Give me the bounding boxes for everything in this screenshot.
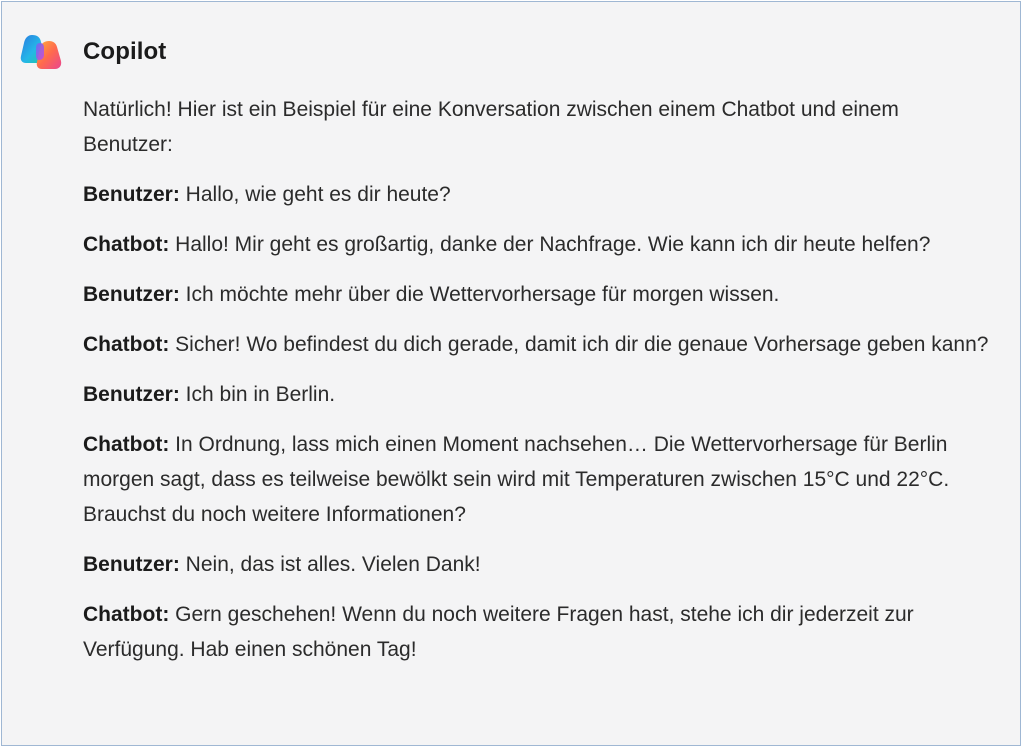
turn-text: Hallo, wie geht es dir heute? — [179, 183, 451, 206]
turn-text: Ich bin in Berlin. — [179, 383, 336, 406]
message-header — [18, 30, 166, 74]
conversation-turn — [83, 597, 993, 667]
speaker-label: Chatbot: — [83, 433, 170, 456]
chat-message-panel — [1, 1, 1021, 746]
turn-text: In Ordnung, lass mich einen Moment nachsehen… Die Wettervorhersage für Berlin morgen sagt, dass es teilweise bewölkt sein wird mit Temperaturen zwischen 15°C und 22°C. Brauchst du noch weitere Informationen? — [83, 433, 950, 526]
speaker-label: Benutzer: — [83, 283, 180, 306]
message-body — [83, 92, 993, 682]
intro-paragraph: Natürlich! Hier ist ein Beispiel für eine Konversation zwischen einem Chatbot und einem Benutzer: — [83, 98, 899, 156]
conversation-turn — [83, 547, 993, 582]
conversation-turn — [83, 427, 993, 532]
turn-text: Sicher! Wo befindest du dich gerade, damit ich dir die genaue Vorhersage geben kann? — [169, 333, 989, 356]
speaker-label: Benutzer: — [83, 553, 180, 576]
speaker-label: Chatbot: — [83, 603, 170, 626]
conversation-turn — [83, 177, 993, 212]
speaker-label: Chatbot: — [83, 233, 170, 256]
conversation-turn — [83, 227, 993, 262]
turn-text: Ich möchte mehr über die Wettervorhersage für morgen wissen. — [179, 283, 780, 306]
copilot-logo-icon — [18, 29, 64, 75]
app-name: Copilot — [83, 38, 167, 65]
conversation-turn — [83, 277, 993, 312]
conversation-turn — [83, 327, 993, 362]
turn-text: Gern geschehen! Wenn du noch weitere Fragen hast, stehe ich dir jederzeit zur Verfügung. Hab einen schönen Tag! — [83, 603, 914, 661]
speaker-label: Benutzer: — [83, 383, 180, 406]
conversation-turn — [83, 377, 993, 412]
speaker-label: Chatbot: — [83, 333, 170, 356]
turn-text: Hallo! Mir geht es großartig, danke der Nachfrage. Wie kann ich dir heute helfen? — [169, 233, 931, 256]
turn-text: Nein, das ist alles. Vielen Dank! — [179, 553, 481, 576]
speaker-label: Benutzer: — [83, 183, 180, 206]
